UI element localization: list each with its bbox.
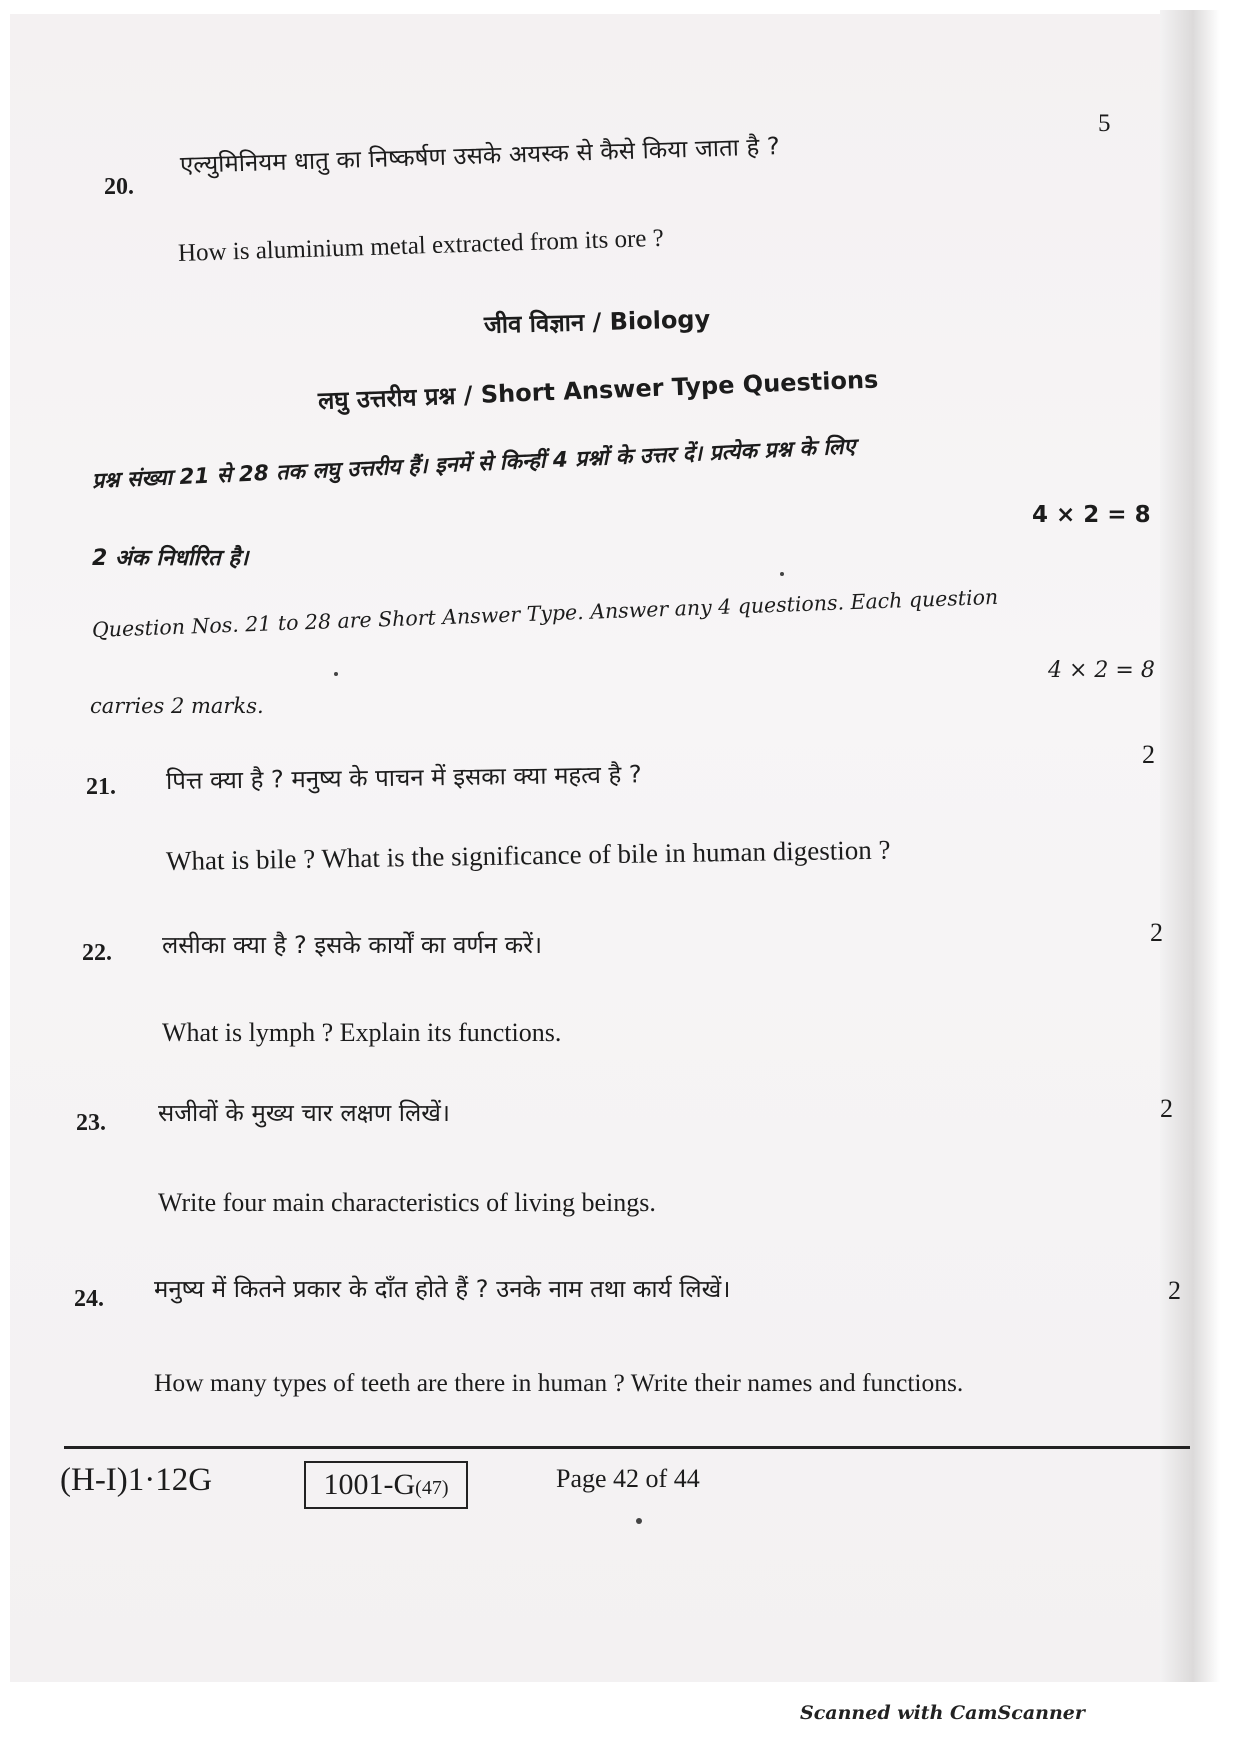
question-23-marks: 2 xyxy=(1160,1094,1173,1123)
question-24-english: How many types of teeth are there in human ? Write their names and functions. xyxy=(154,1368,964,1397)
question-23-hindi: सजीवों के मुख्य चार लक्षण लिखें। xyxy=(158,1099,451,1127)
paper-code: 1001-G xyxy=(323,1468,416,1501)
question-21-marks: 2 xyxy=(1142,740,1155,769)
question-20-number: 20. xyxy=(104,174,134,200)
question-23-number: 23. xyxy=(76,1110,106,1136)
question-22-hindi: लसीका क्या है ? इसके कार्यों का वर्णन करें। xyxy=(162,931,543,959)
question-24-marks: 2 xyxy=(1168,1276,1181,1305)
instructions-english-marks: 4 × 2 = 8 xyxy=(1048,658,1155,683)
scan-speck xyxy=(780,572,784,576)
scan-speck xyxy=(334,672,338,676)
question-24-hindi: मनुष्य में कितने प्रकार के दाँत होते हैं ? उनके नाम तथा कार्य लिखें। xyxy=(154,1275,731,1303)
scan-speck xyxy=(636,1518,642,1524)
sheet-edge-shadow xyxy=(1160,10,1220,1682)
paper-code-suffix: (47) xyxy=(415,1477,449,1499)
question-22-number: 22. xyxy=(82,940,112,966)
footer-rule xyxy=(64,1446,1190,1449)
paper-code-box xyxy=(304,1461,468,1509)
question-21-number: 21. xyxy=(86,774,116,800)
question-24-number: 24. xyxy=(74,1286,104,1312)
instructions-english-line2: carries 2 marks. xyxy=(90,694,264,718)
question-20-english: How is aluminium metal extracted from its ore ? xyxy=(177,224,665,267)
page-number: 5 xyxy=(1098,110,1111,137)
question-21-english: What is bile ? What is the significance of bile in human digestion ? xyxy=(165,834,891,876)
instructions-hindi-marks: 4 × 2 = 8 xyxy=(1032,502,1151,528)
instructions-hindi-line2: 2 अंक निर्धारित है। xyxy=(92,546,249,571)
page-label: Page 42 of 44 xyxy=(556,1464,700,1493)
question-20-hindi: एल्युमिनियम धातु का निष्कर्षण उसके अयस्क से कैसे किया जाता है ? xyxy=(179,132,781,179)
camscanner-watermark: Scanned with CamScanner xyxy=(800,1702,1085,1724)
question-23-english: Write four main characteristics of living beings. xyxy=(158,1188,656,1217)
section-title: जीव विज्ञान / Biology xyxy=(483,305,711,339)
question-21-hindi: पित्त क्या है ? मनुष्य के पाचन में इसका क्या महत्व है ? xyxy=(165,760,642,795)
question-22-english: What is lymph ? Explain its functions. xyxy=(162,1018,562,1047)
instructions-hindi-line1: प्रश्न संख्या 21 से 28 तक लघु उत्तरीय हैं। इनमें से किन्हीं 4 प्रश्नों के उत्तर दें। प्रत्येक प्रश्न के लिए xyxy=(91,434,856,494)
series-code: (H-I)1·12G xyxy=(60,1462,213,1498)
instructions-english-line1: Question Nos. 21 to 28 are Short Answer Type. Answer any 4 questions. Each question xyxy=(91,584,999,642)
question-22-marks: 2 xyxy=(1150,918,1163,947)
section-subtitle: लघु उत्तरीय प्रश्न / Short Answer Type Questions xyxy=(317,365,879,415)
